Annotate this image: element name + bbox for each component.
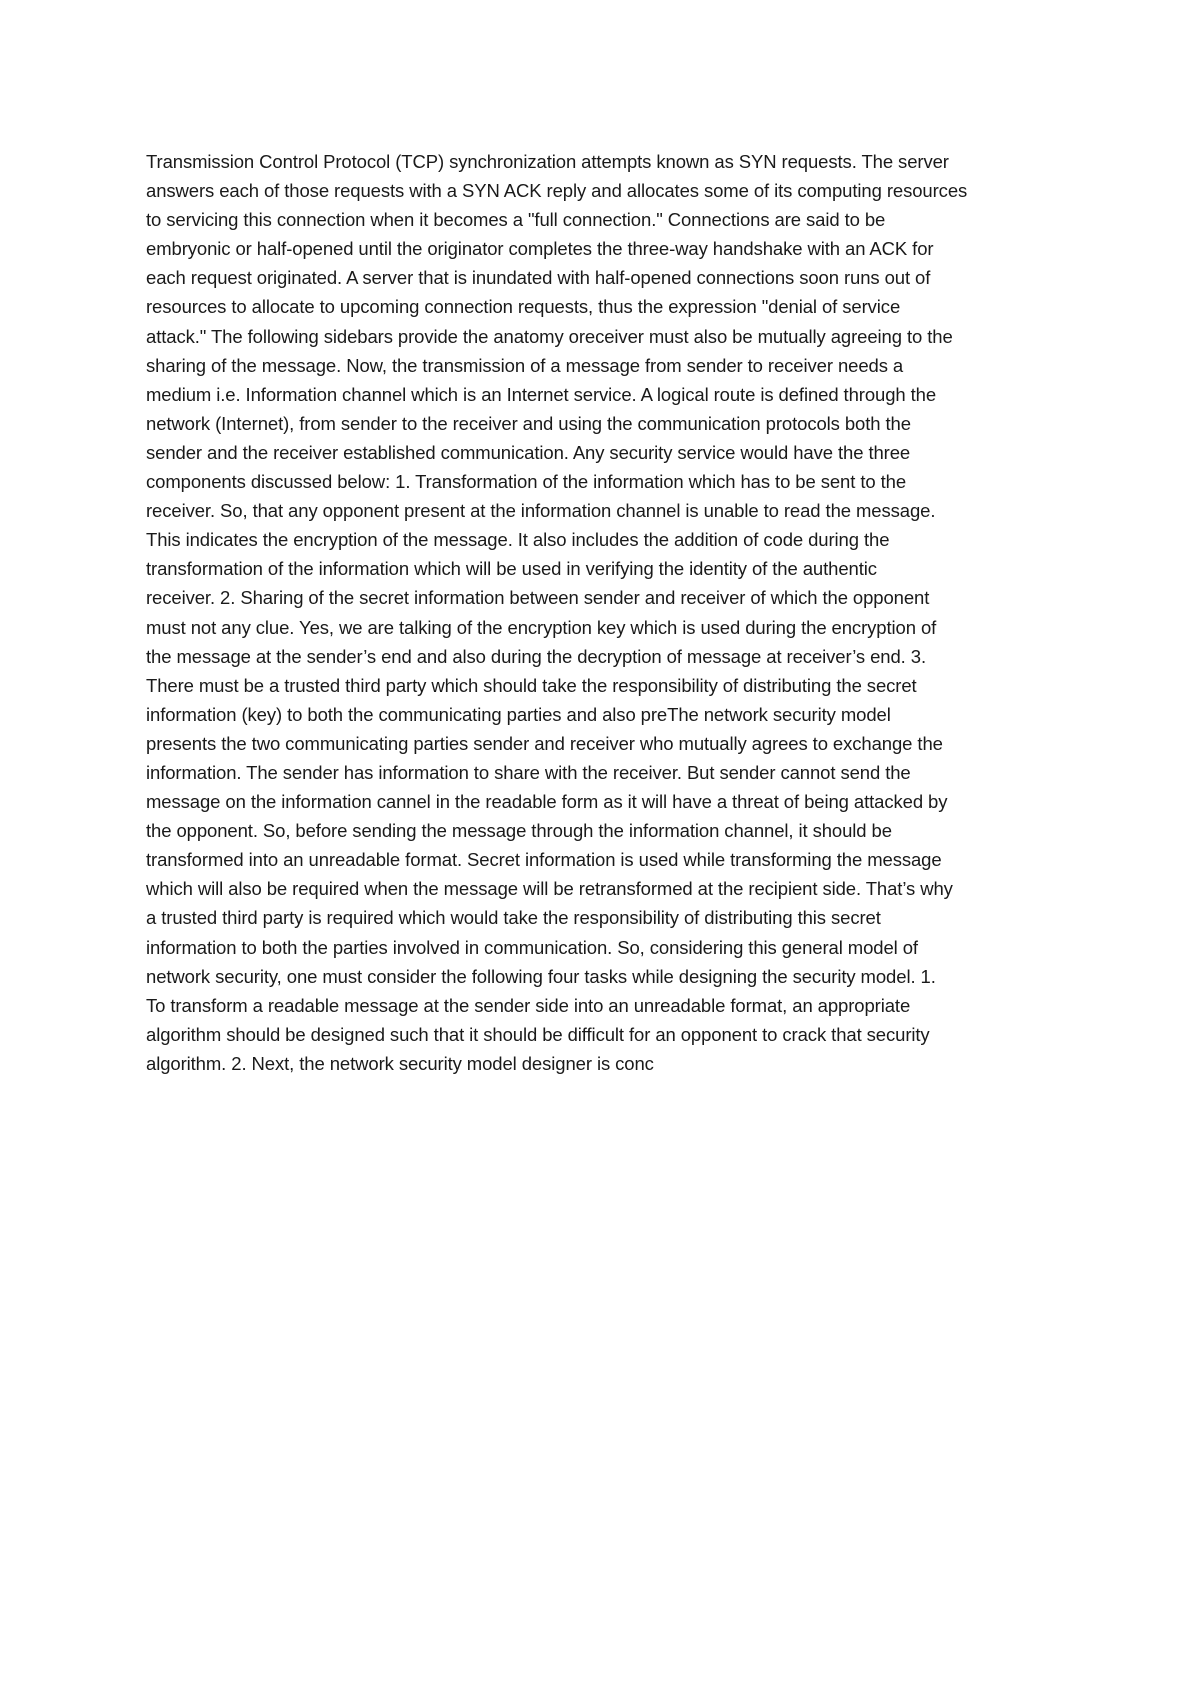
text-line: the message at the sender’s end and also during the decryption of message at receiver’s end. 3.: [146, 645, 926, 667]
body-paragraph: [146, 147, 1066, 1078]
text-line: algorithm should be designed such that it should be difficult for an opponent to crack that security: [146, 1023, 930, 1045]
text-line: the opponent. So, before sending the message through the information channel, it should be: [146, 820, 892, 842]
text-line: presents the two communicating parties sender and receiver who mutually agrees to exchange the: [146, 732, 943, 754]
text-line: answers each of those requests with a SYN ACK reply and allocates some of its computing resources: [146, 180, 968, 202]
text-line: embryonic or half-opened until the originator completes the three-way handshake with an ACK for: [146, 238, 934, 260]
text-line: information (key) to both the communicating parties and also preThe network security model: [146, 703, 891, 725]
text-line: network security, one must consider the following four tasks while designing the security model. 1.: [146, 965, 936, 987]
text-line: receiver. 2. Sharing of the secret information between sender and receiver of which the opponent: [146, 587, 930, 609]
text-line: sharing of the message. Now, the transmission of a message from sender to receiver needs a: [146, 354, 904, 376]
text-line: receiver. So, that any opponent present at the information channel is unable to read the message.: [146, 500, 936, 522]
text-line: must not any clue. Yes, we are talking of the encryption key which is used during the encryption of: [146, 616, 937, 638]
text-line: sender and the receiver established communication. Any security service would have the three: [146, 441, 911, 463]
text-line: message on the information cannel in the readable form as it will have a threat of being attacked by: [146, 791, 948, 813]
text-line: to servicing this connection when it becomes a "full connection." Connections are said to be: [146, 209, 886, 231]
text-line: medium i.e. Information channel which is an Internet service. A logical route is defined through the: [146, 383, 937, 405]
text-line: This indicates the encryption of the message. It also includes the addition of code during the: [146, 529, 890, 551]
text-line: attack." The following sidebars provide the anatomy oreceiver must also be mutually agreeing to the: [146, 325, 953, 347]
text-line: There must be a trusted third party which should take the responsibility of distributing the secret: [146, 674, 917, 696]
text-line: transformed into an unreadable format. Secret information is used while transforming the message: [146, 849, 942, 871]
text-line: a trusted third party is required which would take the responsibility of distributing this secret: [146, 907, 881, 929]
text-line: resources to allocate to upcoming connection requests, thus the expression "denial of service: [146, 296, 901, 318]
text-line: algorithm. 2. Next, the network security model designer is conc: [146, 1052, 654, 1074]
text-line: information to both the parties involved in communication. So, considering this general model of: [146, 936, 918, 958]
text-line: each request originated. A server that is inundated with half-opened connections soon runs out of: [146, 267, 931, 289]
text-line: information. The sender has information to share with the receiver. But sender cannot send the: [146, 761, 911, 783]
text-line: Transmission Control Protocol (TCP) synchronization attempts known as SYN requests. The server: [146, 151, 949, 172]
text-line: components discussed below: 1. Transformation of the information which has to be sent to the: [146, 471, 907, 493]
text-line: which will also be required when the message will be retransformed at the recipient side. That’s why: [146, 878, 953, 900]
text-line: network (Internet), from sender to the receiver and using the communication protocols both the: [146, 412, 911, 434]
text-line: transformation of the information which will be used in verifying the identity of the authentic: [146, 558, 877, 580]
text-line: To transform a readable message at the sender side into an unreadable format, an appropriate: [146, 994, 911, 1016]
